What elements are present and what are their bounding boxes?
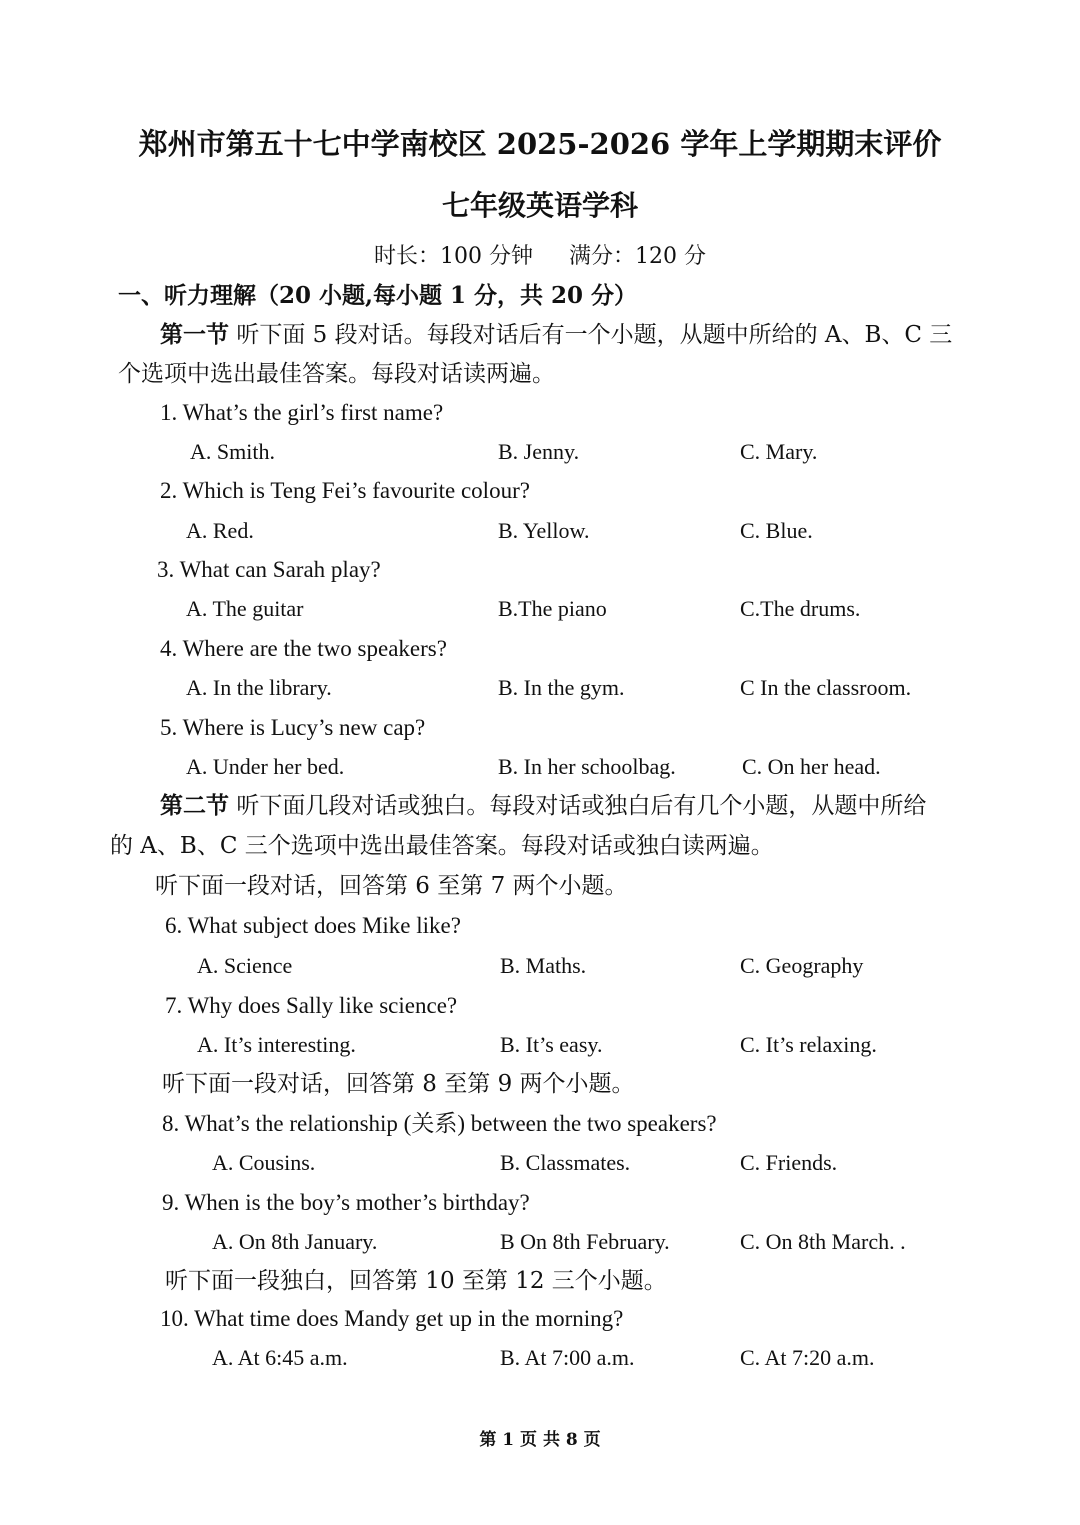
q10-option-a: A. At 6:45 a.m. xyxy=(212,1345,348,1370)
q5-option-a: A. Under her bed. xyxy=(186,754,345,779)
section2-line1: 听下面几段对话或独白。每段对话或独白后有几个小题，从题中所给 xyxy=(236,793,927,819)
section1-line1: 听下面 5 段对话。每段对话后有一个小题，从题中所给的 A、B、C 三 xyxy=(236,322,953,348)
section1-instructions xyxy=(160,320,952,350)
q7-option-a: A. It’s interesting. xyxy=(197,1032,356,1057)
section1-label: 第一节 xyxy=(160,321,229,348)
full-score-text: 满分：120 分 xyxy=(569,244,706,269)
section2-line2: 的 A、B、C 三个选项中选出最佳答案。每段对话或独白读两遍。 xyxy=(110,833,774,859)
q7-option-c: C. It’s relaxing. xyxy=(740,1032,877,1057)
q1-option-c: C. Mary. xyxy=(740,439,818,464)
q8-option-a: A. Cousins. xyxy=(212,1150,316,1175)
q6-option-c: C. Geography xyxy=(740,953,864,978)
q2-option-a: A. Red. xyxy=(186,518,254,543)
q6-option-a: A. Science xyxy=(197,953,293,978)
exam-meta xyxy=(0,242,1080,272)
q5-option-c: C. On her head. xyxy=(742,754,881,779)
question-1: 1. What’s the girl’s first name? xyxy=(160,400,444,425)
page-number: 第 1 页 共 8 页 xyxy=(479,1430,601,1450)
section2-label: 第二节 xyxy=(160,792,229,819)
q4-option-b: B. In the gym. xyxy=(498,675,625,700)
q2-option-c: C. Blue. xyxy=(740,518,813,543)
q1-option-b: B. Jenny. xyxy=(498,439,580,464)
q4-option-c: C In the classroom. xyxy=(740,675,912,700)
question-7: 7. Why does Sally like science? xyxy=(165,993,458,1018)
section2-instructions xyxy=(160,791,926,821)
q2-option-b: B. Yellow. xyxy=(498,518,590,543)
q3-option-c: C.The drums. xyxy=(740,596,861,621)
question-5: 5. Where is Lucy’s new cap? xyxy=(160,715,426,740)
q3-option-b: B.The piano xyxy=(498,596,607,621)
question-10: 10. What time does Mandy get up in the morning? xyxy=(160,1306,624,1331)
q10-option-b: B. At 7:00 a.m. xyxy=(500,1345,635,1370)
q4-option-a: A. In the library. xyxy=(186,675,332,700)
exam-title: 郑州市第五十七中学南校区 2025-2026 学年上学期期末评价 xyxy=(138,127,942,161)
q9-option-a: A. On 8th January. xyxy=(212,1229,378,1254)
intro-q8-q9: 听下面一段对话，回答第 8 至第 9 两个小题。 xyxy=(162,1071,635,1097)
question-6: 6. What subject does Mike like? xyxy=(165,913,461,938)
q8-option-b: B. Classmates. xyxy=(500,1150,631,1175)
q7-option-b: B. It’s easy. xyxy=(500,1032,603,1057)
question-9: 9. When is the boy’s mother’s birthday? xyxy=(162,1190,530,1215)
section1-line2: 个选项中选出最佳答案。每段对话读两遍。 xyxy=(118,361,555,387)
duration-text: 时长：100 分钟 xyxy=(374,244,533,269)
q1-option-a: A. Smith. xyxy=(190,439,275,464)
exam-subtitle: 七年级英语学科 xyxy=(441,189,638,222)
q9-option-b: B On 8th February. xyxy=(500,1229,670,1254)
part1-heading: 一、听力理解（20 小题,每小题 1 分，共 20 分） xyxy=(118,282,638,309)
q10-option-c: C. At 7:20 a.m. xyxy=(740,1345,875,1370)
q3-option-a: A. The guitar xyxy=(186,596,304,621)
question-4: 4. Where are the two speakers? xyxy=(160,636,447,661)
q9-option-c: C. On 8th March. . xyxy=(740,1229,906,1254)
q6-option-b: B. Maths. xyxy=(500,953,587,978)
question-8: 8. What’s the relationship (关系) between the two speakers? xyxy=(162,1111,717,1136)
q8-option-c: C. Friends. xyxy=(740,1150,838,1175)
intro-q10-q12: 听下面一段独白，回答第 10 至第 12 三个小题。 xyxy=(165,1268,667,1294)
question-2: 2. Which is Teng Fei’s favourite colour? xyxy=(160,478,530,503)
intro-q6-q7: 听下面一段对话，回答第 6 至第 7 两个小题。 xyxy=(155,873,628,899)
q5-option-b: B. In her schoolbag. xyxy=(498,754,676,779)
question-3: 3. What can Sarah play? xyxy=(157,557,381,582)
